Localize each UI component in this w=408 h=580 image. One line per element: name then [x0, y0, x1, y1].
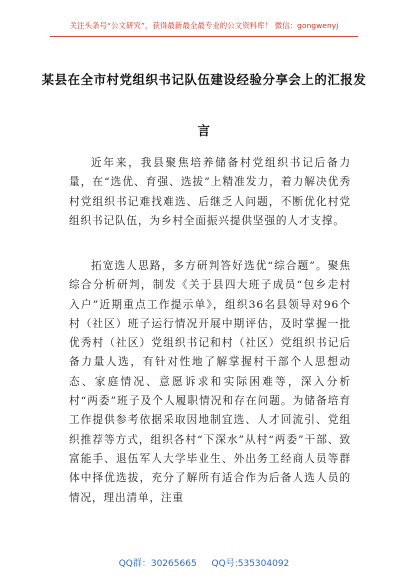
footer-qq-group: QQ群：30265665: [118, 559, 197, 569]
footer-qq-number: QQ号:535304092: [211, 559, 290, 569]
body-paragraph-2: 拓宽选人思路，多方研判答好选优“综合题”。聚焦综合分析研判，制发《关于县四大班子成员“包乡走村入户”近期重点工作提示单》，组织36名县领导对96个村（社区）班子运行情况开展中期评估，及时掌握一批优秀村（社区）党组织书记和村（社区）党组织书记后备力量人选，有针对性地了解掌握村干部个人思想动态、家庭情况、意愿诉求和实际困难等，深入分析村“两委”班子及个人履职情况和存在问题。为储备培育工作提供参考依据采取因地制宜选、人才回流引、党组织推荐等方式，组织各村“下深水”从村“两委”干部、致富能手、退伍军人大学毕业生、外出务工经商人员等群体中择优选拔，充分了解所有适合作为后备人选人员的情况，理出清单，注重: [69, 260, 351, 504]
body-paragraph-1: 近年来，我县聚焦培养储备村党组织书记后备力量，在“选优、育强、选拔”上精准发力，着力解决优秀村党组织书记难找难选、后继乏人问题，不断优化村党组织书记队伍，为乡村全面振兴提供坚强的人才支撑。: [69, 157, 351, 227]
document-title-line-2: 言: [197, 123, 211, 138]
footer-contact: [0, 556, 408, 569]
document-title-line-1: 某县在全市村党组织书记队伍建设经验分享会上的汇报发: [41, 72, 367, 87]
header-banner: 关注头条号“公文研究”，获得最新最全最专业的公文资料库！ 微信：gongwenyj: [69, 21, 339, 30]
header-divider: [50, 36, 358, 37]
